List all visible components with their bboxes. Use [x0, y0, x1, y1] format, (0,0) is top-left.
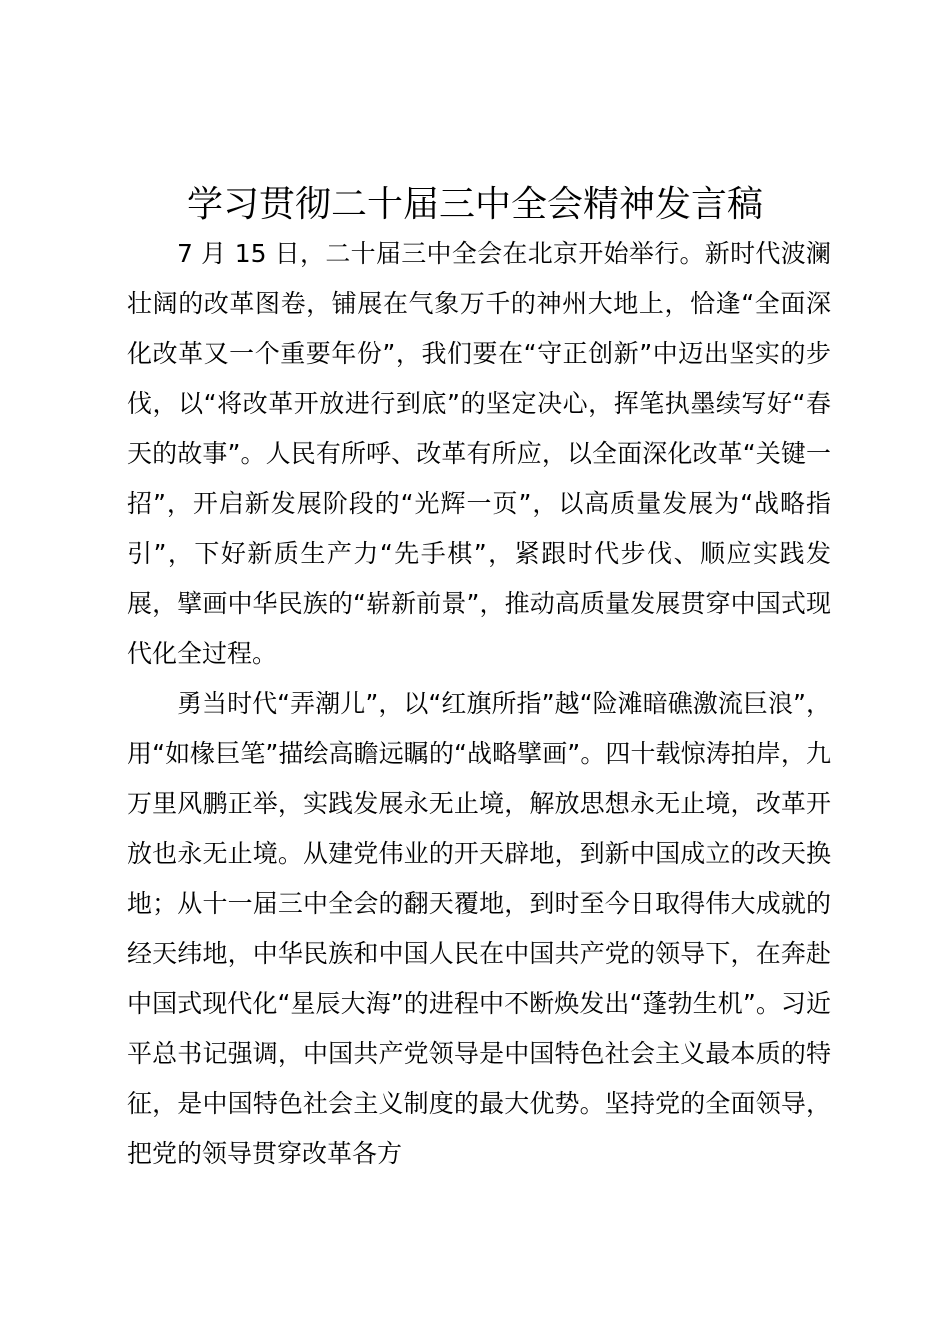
document-body	[127, 229, 831, 1179]
paragraph-1: 7 月 15 日，二十届三中全会在北京开始举行。新时代波澜壮阔的改革图卷，铺展在气象万千的神州大地上，恰逢“全面深化改革又一个重要年份”，我们要在“守正创新”中迈出坚实的步伐，以“将改革开放进行到底”的坚定决心，挥笔执墨续写好“春天的故事”。人民有所呼、改革有所应，以全面深化改革“关键一招”，开启新发展阶段的“光辉一页”，以高质量发展为“战略指引”，下好新质生产力“先手棋”，紧跟时代步伐、顺应实践发展，擘画中华民族的“崭新前景”，推动高质量发展贯穿中国式现代化全过程。	[127, 239, 831, 668]
paragraph-2: 勇当时代“弄潮儿”，以“红旗所指”越“险滩暗礁激流巨浪”，用“如椽巨笔”描绘高瞻远瞩的“战略擘画”。四十载惊涛拍岸，九万里风鹏正举，实践发展永无止境，解放思想永无止境，改革开放也永无止境。从建党伟业的开天辟地，到新中国成立的改天换地；从十一届三中全会的翻天覆地，到时至今日取得伟大成就的经天纬地，中华民族和中国人民在中国共产党的领导下，在奔赴中国式现代化“星辰大海”的进程中不断焕发出“蓬勃生机”。习近平总书记强调，中国共产党领导是中国特色社会主义最本质的特征，是中国特色社会主义制度的最大优势。坚持党的全面领导，把党的领导贯穿改革各方	[127, 689, 831, 1168]
document-title: 学习贯彻二十届三中全会精神发言稿	[186, 184, 763, 225]
